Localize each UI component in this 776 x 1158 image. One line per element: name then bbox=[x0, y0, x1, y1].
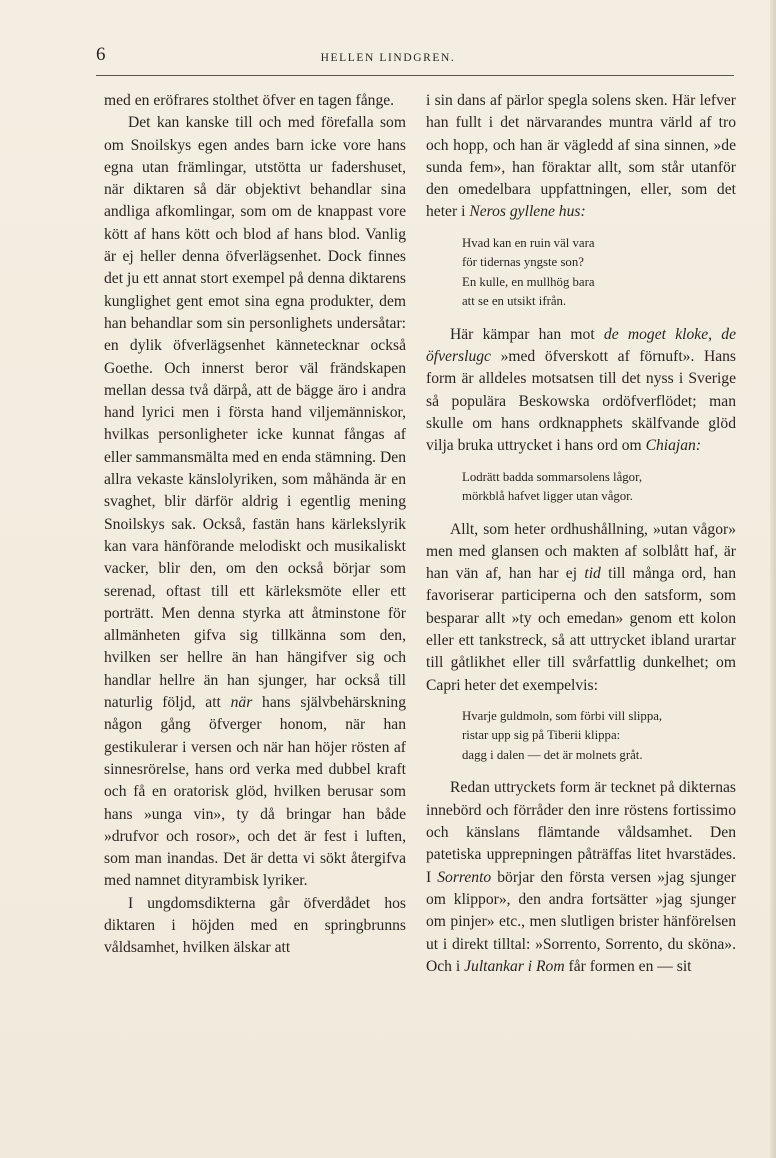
left-column bbox=[104, 90, 406, 960]
title-jultankar-i-rom: Jultankar i Rom bbox=[464, 957, 565, 975]
verse-quote-3 bbox=[462, 707, 736, 766]
running-head: HELLEN LINDGREN. bbox=[320, 52, 456, 64]
verse-line: Hvad kan en ruin väl vara bbox=[462, 235, 595, 250]
right-paragraph-continuation: i sin dans af pärlor spegla solens sken. Här lefver han fullt i det närvarandes muntra värld af tro och hopp, och han är vägledd af sina sinnen, »de sunda fem», han föraktar allt, som står utanför den omedelbara uppfattningen, eller, som det heter i Neros gyllene hus: bbox=[426, 92, 736, 221]
page-edge-shadow bbox=[770, 0, 776, 1158]
right-column bbox=[426, 90, 736, 978]
verse-quote-1 bbox=[462, 234, 736, 312]
page-number: 6 bbox=[96, 44, 106, 65]
left-paragraph-main: Det kan kanske till och med förefalla som om Snoilskys egen andes barn icke vore hans egna utan främlingar, utstötta ur fadershuset, när diktaren så där objektivt behandlar sina andliga afkomlingar, som om de knappast vore kött af hans kött och blod af hans blod. Vanlig är ej heller denna öfverlägsenhet. Dock finnes det ju ett annat stort exempel på denna diktarens kunglighet gent emot sina egna produkter, dem han behandlar som sin personlighets undersåtar: en dylik öfverlägsenhet kännetecknar också Goethe. Och innerst beror väl frändskapen mellan dessa två därpå, att de bägge äro i andra hand lyrici men i första hand viljemänniskor, hvilkas personligheter icke kunnat fångas af eller sammansmälta med en enda stämning. Den allra vekaste känslolyriken, som måhända är en svaghet, blir därför aldrig i egentlig mening Snoilskys sak. Också, fastän hans kärlekslyrik kan vara hänförande melodiskt och musikaliskt vacker, blir den, om den också börjar som serenad, oftast till ett kärleksmöte eller ett porträtt. Men denna styrka att åtminstone för allmänheten gifva sig tillkänna som den, hvilken ser hellre än han hängifver sig och handlar hellre än han sjunger, har också till naturlig följd, att när hans självbehärskning någon gång öfverger honom, när han gestikulerar i versen och när han höjer rösten af sinnesrörelse, hans ord verka med dubbel kraft och få en oratorisk glöd, hvilken berusar som hans »unga vin», ty då bringar han både »drufvor och rosor», och det är fest i luften, som man inandas. Det är detta vi sökt återgifva med namnet dityrambisk lyriker. bbox=[104, 114, 407, 890]
right-paragraph-3: Allt, som heter ordhushållning, »utan vågor» men med glansen och makten af solblått haf, är han vän af, han har ej tid till många ord, han favoriserar participerna och den satsform, som besparar allt »ty och emedan» genom ett kolon eller ett tankstreck, så att uttrycket ibland urartar till gåtlikhet eller till svårfattlig dunkelhet; om Capri heter det exempelvis: bbox=[426, 520, 737, 694]
verse-line: dagg i dalen — det är molnets gråt. bbox=[462, 747, 643, 762]
right-paragraph-4: Redan uttryckets form är tecknet på dikternas innebörd och förråder den inre röstens fortissimo och känslans flämtande våldsamhet. Den patetiska upprepningen påträffas litet hvarstädes. I Sorrento börjar den första versen »jag sjunger om klippor», den andra fortsätter »jag sjunger om pinjer» etc., men slutligen brister hänförelsen ut i direkt tilltal: »Sorrento, Sorrento, du sköna». Och i Jultankar i Rom får formen en — sit bbox=[426, 779, 736, 975]
left-paragraph-final: I ungdomsdikterna går öfverdådet hos diktaren i höjden med en springbrunns våldsamhet, hvilken älskar att bbox=[104, 894, 406, 957]
emphasis-nar: när bbox=[230, 694, 253, 712]
verse-line: mörkblå hafvet ligger utan vågor. bbox=[462, 489, 633, 504]
verse-line: Hvarje guldmoln, som förbi vill slippa, bbox=[462, 708, 663, 723]
right-paragraph-2: Här kämpar han mot de moget kloke, de öfverslugc »med öfverskott af förnuft». Hans form är alldeles motsatsen till det nyss i Sverige så populära Beskowska ordöfverflödet; man skulle om hans ordknapphets skälfvande glöd vilja bruka uttrycket i hans ord om Chiajan: bbox=[426, 325, 737, 455]
verse-line: Lodrätt badda sommarsolens lågor, bbox=[462, 469, 643, 484]
header-rule bbox=[96, 75, 734, 76]
verse-line: ristar upp sig på Tiberii klippa: bbox=[462, 728, 621, 743]
title-sorrento: Sorrento bbox=[437, 868, 492, 886]
verse-line: att se en utsikt ifrån. bbox=[462, 294, 567, 309]
verse-line: för tidernas yngste son? bbox=[462, 255, 584, 270]
verse-quote-2 bbox=[462, 468, 736, 507]
left-paragraph-continuation: med en eröfrares stolthet öfver en tagen fånge. bbox=[104, 92, 395, 109]
title-chiajan: Chiajan: bbox=[645, 437, 702, 455]
title-neros-gyllene-hus: Neros gyllene hus: bbox=[469, 203, 586, 221]
verse-line: En kulle, en mullhög bara bbox=[462, 274, 595, 289]
